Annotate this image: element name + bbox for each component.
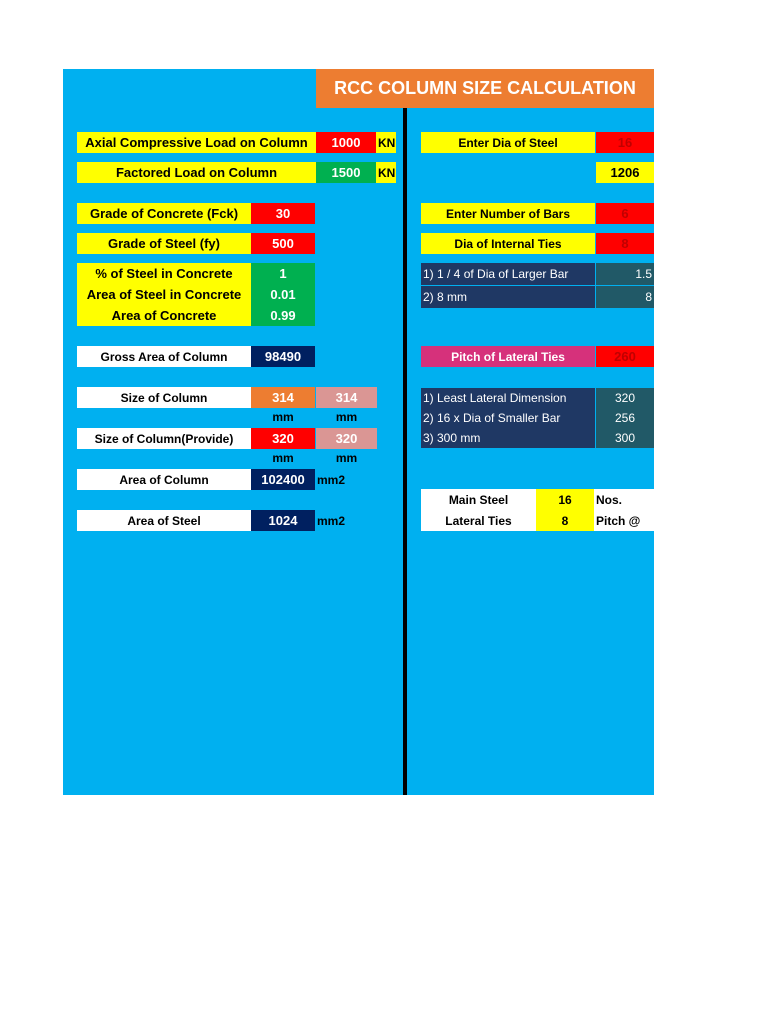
size-provide-input-1[interactable]: 320 (251, 428, 315, 449)
steel-ratio-values (251, 263, 315, 326)
size-column-label: Size of Column (77, 387, 251, 408)
tie-rule-2-value: 8 (596, 286, 654, 308)
pitch-rule-2-label: 2) 16 x Dia of Smaller Bar (421, 408, 595, 428)
lateral-ties-label: Lateral Ties (421, 510, 536, 531)
size-column-value-2: 314 (316, 387, 377, 408)
area-steel-unit: mm2 (317, 513, 346, 528)
pitch-label: Pitch of Lateral Ties (421, 346, 595, 367)
pitch-input[interactable]: 260 (596, 346, 654, 367)
axial-load-input[interactable]: 1000 (316, 132, 376, 153)
area-column-unit: mm2 (317, 472, 346, 487)
area-steel-concrete-value: 0.01 (270, 287, 296, 302)
size-column-value-1: 314 (251, 387, 315, 408)
gross-area-value: 98490 (251, 346, 315, 367)
area-column-value: 102400 (251, 469, 315, 490)
pct-steel-value: 1 (279, 266, 287, 281)
provide-unit-2: mm (335, 451, 358, 465)
pitch-rule-1-value: 320 (596, 388, 654, 408)
area-concrete-value: 0.99 (270, 308, 296, 323)
factored-load-label: Factored Load on Column (77, 162, 316, 183)
area-steel-concrete-label: Area of Steel in Concrete (86, 287, 242, 302)
pitch-rule-2-value: 256 (596, 408, 654, 428)
pitch-rule-1-label: 1) Least Lateral Dimension (421, 388, 595, 408)
size-unit-1: mm (272, 410, 294, 424)
main-steel-value: 16 (536, 489, 594, 510)
size-provide-value-2: 320 (316, 428, 377, 449)
size-provide-label: Size of Column(Provide) (77, 428, 251, 449)
fy-label: Grade of Steel (fy) (77, 233, 251, 254)
steel-ratio-labels (77, 263, 251, 326)
main-steel-label: Main Steel (421, 489, 536, 510)
num-bars-label: Enter Number of Bars (421, 203, 595, 224)
tie-rule-1-value: 1.5 (596, 263, 654, 285)
pct-steel-label: % of Steel in Concrete (95, 266, 233, 281)
area-steel-label: Area of Steel (77, 510, 251, 531)
area-concrete-label: Area of Concrete (111, 308, 217, 323)
tie-rule-1-label: 1) 1 / 4 of Dia of Larger Bar (421, 263, 595, 285)
lateral-ties-unit: Pitch @ (594, 510, 654, 531)
factored-load-unit: KN (376, 162, 396, 183)
dia-steel-input[interactable]: 16 (596, 132, 654, 153)
fck-input[interactable]: 30 (251, 203, 315, 224)
dia-steel-label: Enter Dia of Steel (421, 132, 595, 153)
axial-load-unit: KN (376, 132, 396, 153)
tie-dia-input[interactable]: 8 (596, 233, 654, 254)
lateral-ties-value: 8 (536, 510, 594, 531)
tie-dia-label: Dia of Internal Ties (421, 233, 595, 254)
main-steel-unit: Nos. (594, 489, 654, 510)
column-divider (403, 108, 407, 795)
factored-load-value: 1500 (316, 162, 376, 183)
pitch-rule-3-label: 3) 300 mm (421, 428, 595, 448)
area-column-label: Area of Column (77, 469, 251, 490)
pitch-rule-3-value: 300 (596, 428, 654, 448)
tie-rule-2-label: 2) 8 mm (421, 286, 595, 308)
provide-unit-1: mm (272, 451, 294, 465)
fck-label: Grade of Concrete (Fck) (77, 203, 251, 224)
sheet-title: RCC COLUMN SIZE CALCULATION (316, 69, 654, 108)
size-unit-2: mm (335, 410, 358, 424)
axial-load-label: Axial Compressive Load on Column (77, 132, 316, 153)
num-bars-input[interactable]: 6 (596, 203, 654, 224)
area-steel-value: 1024 (251, 510, 315, 531)
steel-area-value: 1206 (596, 162, 654, 183)
fy-input[interactable]: 500 (251, 233, 315, 254)
gross-area-label: Gross Area of Column (77, 346, 251, 367)
